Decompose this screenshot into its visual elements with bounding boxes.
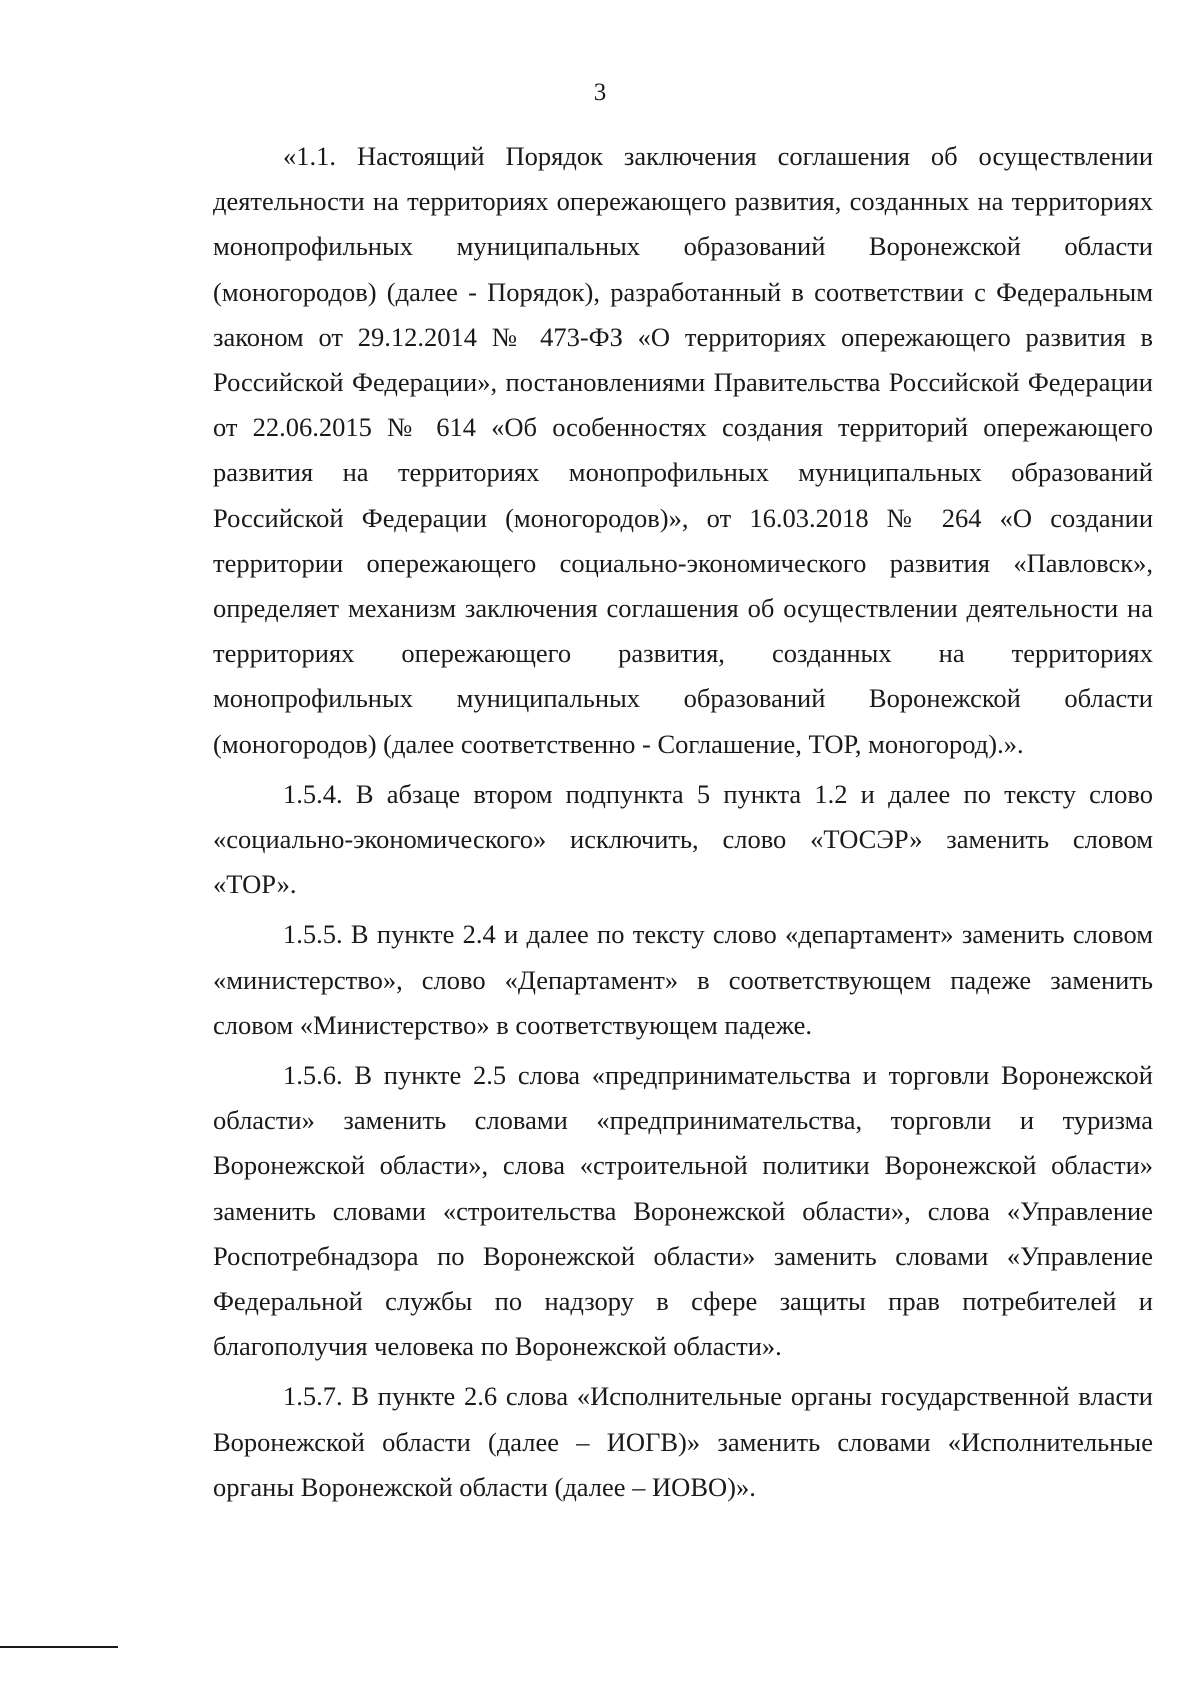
paragraph-1-5-4: 1.5.4. В абзаце втором подпункта 5 пункта 1.2 и далее по тексту слово «социально-экономического» исключить, слово «ТОСЭР» заменить словом «ТОР». [213, 778, 1153, 900]
document-body [213, 134, 1153, 1515]
footer-rule [0, 1646, 118, 1648]
paragraph-1-5-6: 1.5.6. В пункте 2.5 слова «предпринимательства и торговли Воронежской области» заменить словами «предпринимательства, торговли и туризма Воронежской области», слова «строительной политики Воронежской области» заменить словами «строительства Воронежской области», слова «Управление Роспотребнадзора по Воронежской области» заменить словами «Управление Федеральной службы по надзору в сфере защиты прав потребителей и благополучия человека по Воронежской области». [213, 1060, 1153, 1362]
paragraph-1-1: «1.1. Настоящий Порядок заключения соглашения об осуществлении деятельности на территориях опережающего развития, созданных на территориях монопрофильных муниципальных образований Воронежской области (моногородов) (далее - Порядок), разработанный в соответствии с Федеральным законом от 29.12.2014 № 473-ФЗ «О территориях опережающего развития в Российской Федерации», постановлениями Правительства Российской Федерации от 22.06.2015 № 614 «Об особенностях создания территорий опережающего развития на территориях монопрофильных муниципальных образований Российской Федерации (моногородов)», от 16.03.2018 № 264 «О создании территории опережающего социально-экономического развития «Павловск», определяет механизм заключения соглашения об осуществлении деятельности на территориях опережающего развития, созданных на территориях монопрофильных муниципальных образований Воронежской области (моногородов) (далее соответственно - Соглашение, ТОР, моногород).». [213, 141, 1153, 759]
paragraph-1-5-7: 1.5.7. В пункте 2.6 слова «Исполнительные органы государственной власти Воронежской области (далее – ИОГВ)» заменить словами «Исполнительные органы Воронежской области (далее – ИОВО)». [213, 1381, 1153, 1502]
paragraph-1-5-5: 1.5.5. В пункте 2.4 и далее по тексту слово «департамент» заменить словом «министерство», слово «Департамент» в соответствующем падеже заменить словом «Министерство» в соответствующем падеже. [213, 919, 1153, 1040]
page-number: 3 [593, 79, 607, 106]
